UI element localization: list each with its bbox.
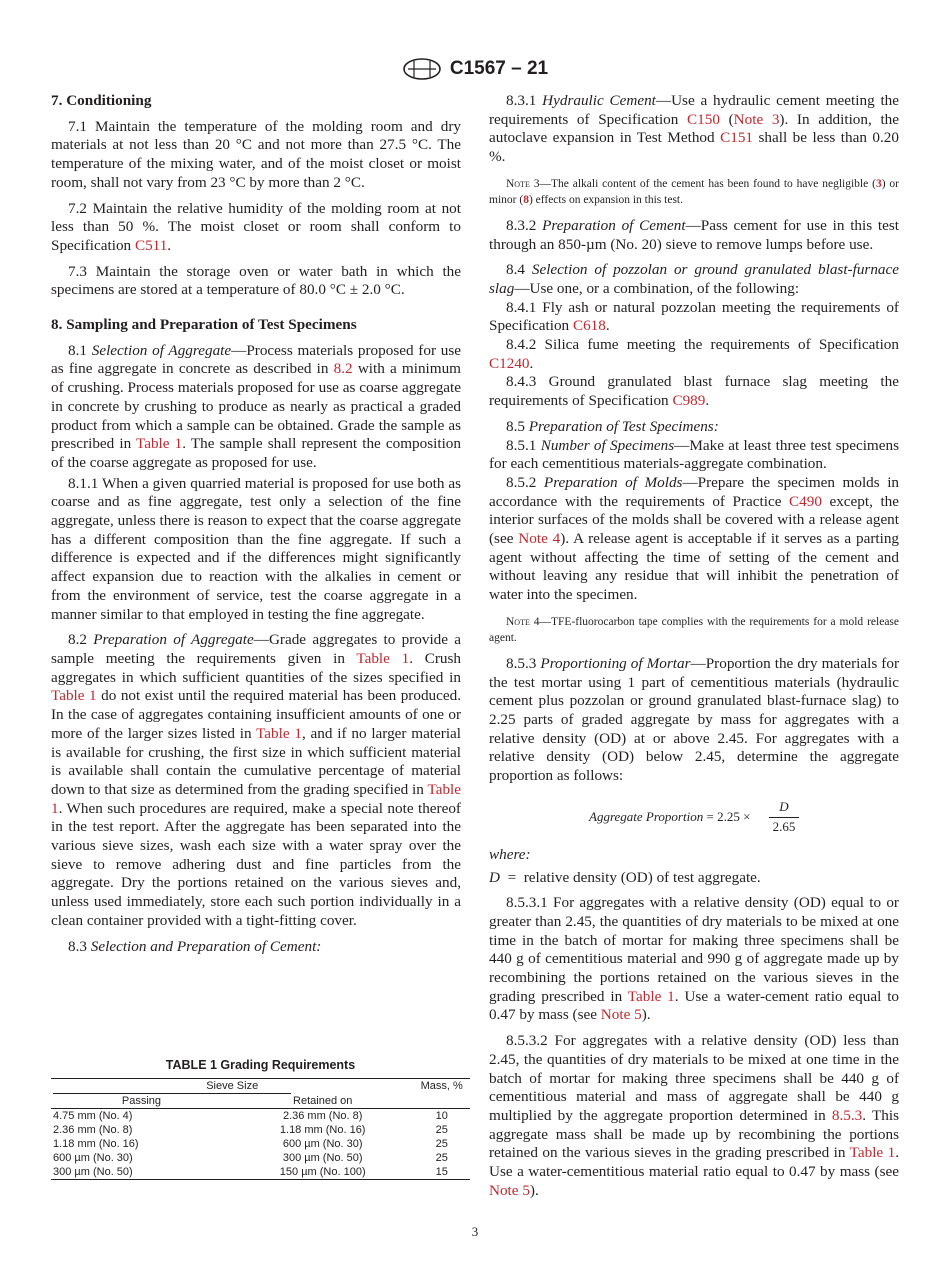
para-8-4-3: 8.4.3 Ground granulated blast furnace slag meeting the requirements of Specification C989. (489, 373, 899, 410)
para-8-4-1: 8.4.1 Fly ash or natural pozzolan meeting the requirements of Specification C618. (489, 298, 899, 335)
para-8-5-3: 8.5.3 Proportioning of Mortar—Proportion the dry materials for the test mortar using 1 part of cementitious materials (hydraulic cement plus pozzolan or ground granulated blast-furnace slag) to 2.25 parts of graded aggregate by mass for aggregates with a relative density (OD) at or above 2.45. For aggregates with a relative density (OD) below 2.45, determine the aggregate proportion as follows: (489, 654, 900, 785)
link-c511[interactable]: C511 (134, 236, 168, 254)
para-8-4: 8.4 Selection of pozzolan or ground granulated blast-furnace slag—Use one, or a combination, of the following: (489, 261, 900, 297)
para-8-3-2: 8.3.2 Preparation of Cement—Pass cement for use in this test through an 850-µm (No. 20) sieve to remove lumps before use. (489, 216, 899, 253)
link-8-5-3[interactable]: 8.5.3 (831, 1106, 863, 1124)
para-7-3: 7.3 Maintain the storage oven or water bath in which the specimens are stored at a temperature of 80.0 °C ± 2.0 °C. (51, 262, 461, 299)
para-7-1: 7.1 Maintain the temperature of the molding room and dry materials at not less than 20 °C and not more than 27.5 °C. The temperature of the mixing water, and of the moist closet or moist room, shall not vary from 23 °C by more than 2 °C. (51, 117, 461, 191)
page-header (0, 57, 950, 81)
definition-d: D = relative density (OD) of test aggregate. (489, 868, 761, 886)
para-8-5-3-1: 8.5.3.1 For aggregates with a relative density (OD) equal to or greater than 2.45, the quantities of dry materials to be mixed at one time in the batch of mortar for making three specimens shall be 440 g of cementitious material and 990 g of aggregate made up by recombining the portions retained on the various sieves in the grading prescribed in Table 1. Use a water-cement ratio equal to 0.47 by mass (see Note 5). (489, 894, 900, 1024)
where-label: where: (489, 845, 531, 863)
table-row: 300 µm (No. 50) 150 µm (No. 100) 15 (51, 1165, 470, 1180)
para-8-4-2: 8.4.2 Silica fume meeting the requirements of Specification C1240. (489, 336, 899, 372)
link-table-1[interactable]: Table 1 (849, 1144, 896, 1162)
mass-header: Mass, % (420, 1080, 463, 1092)
link-c989[interactable]: C989 (672, 392, 706, 410)
link-8-2[interactable]: 8.2 (333, 360, 353, 378)
link-table-1[interactable]: Table 1 (627, 987, 675, 1005)
para-8-5: 8.5 Preparation of Test Specimens: (506, 417, 719, 435)
link-note-3[interactable]: Note 3 (733, 110, 780, 128)
link-note-4[interactable]: Note 4 (518, 530, 561, 548)
ref-8[interactable]: 8 (523, 193, 529, 206)
link-table-1[interactable]: Table 1 (256, 724, 302, 742)
note-3: Note 3—The alkali content of the cement has been found to have negligible (3) or minor (8) effects on expansion in this test. (489, 177, 899, 206)
para-8-5-1: 8.5.1 Number of Specimens—Make at least three test specimens for each cementitious materials-aggregate combination. (489, 436, 899, 473)
para-8-5-3-2: 8.5.3.2 For aggregates with a relative density (OD) less than 2.45, the quantities of dry materials to be mixed at one time in the batch of mortar for making three specimens shall be 440 g of cementitious material and mass of aggregate shall be 440 g multiplied by the aggregate proportion determined in 8.5.3. This aggregate mass shall be made up by recombining the portions retained on the various sieves in the grading prescribed in Table 1. Use a water-cementitious material ratio equal to 0.47 by mass (see Note 5). (489, 1032, 900, 1199)
ref-3[interactable]: 3 (875, 177, 882, 190)
page-number: 3 (471, 1224, 479, 1239)
link-table-1[interactable]: Table 1 (51, 780, 461, 817)
para-8-3-1: 8.3.1 Hydraulic Cement—Use a hydraulic cement meeting the requirements of Specification C150 (Note 3). In addition, the autoclave expansion in Test Method C151 shall be less than 0.20 %. (489, 92, 899, 166)
link-table-1[interactable]: Table 1 (51, 687, 97, 705)
passing-header: Passing (121, 1095, 162, 1107)
table-1 (51, 1058, 470, 1180)
link-note-5[interactable]: Note 5 (600, 1006, 642, 1024)
document-designation: C1567 – 21 (449, 58, 549, 79)
para-8-1-1: 8.1.1 When a given quarried material is proposed for use both as coarse and as fine aggregate, test only a selection of the fine aggregate, unless there is reason to expect that the coarse aggregate has a different composition than the fine aggregate. If such a difference is expected and if the differences might significantly affect expansion due to reaction with the alkalies in cement or from the environment of service, test the coarse aggregate in a manner similar to that employed in testing the fine aggregate. (51, 474, 461, 623)
link-note-5[interactable]: Note 5 (489, 1181, 530, 1199)
right-column (489, 92, 899, 1200)
link-c618[interactable]: C618 (572, 317, 606, 335)
table-1-title: TABLE 1 Grading Requirements (165, 1058, 356, 1072)
para-7-2: 7.2 Maintain the relative humidity of the molding room at not less than 50 %. The moist closet or room shall conform to Specification C511. (51, 199, 461, 254)
para-8-1: 8.1 Selection of Aggregate—Process materials proposed for use as fine aggregate in concrete as described in 8.2 with a minimum of crushing. Process materials proposed for use as coarse aggregate in concrete by crushing to produce as nearly as practical a graded product from which a sample can be obtained. Grade the sample as prescribed in Table 1. The sample shall represent the composition of the coarse aggregate as proposed for use. (51, 341, 462, 471)
section-8-heading: 8. Sampling and Preparation of Test Specimens (51, 316, 357, 334)
para-8-2: 8.2 Preparation of Aggregate—Grade aggregates to provide a sample meeting the requirements given in Table 1. Crush aggregates in which sufficient quantities of the sizes specified in Table 1 do not exist until the required material has been produced. In the case of aggregates containing insufficient amounts of one or more of the larger sizes listed in Table 1, and if no larger material is available for crushing, the first size in which sufficient material is available shall contain the cumulative percentage of material down to that size as determined from the grading specified in Table 1. When such procedures are required, make a special note thereof in the test report. After the aggregate has been separated into the various sieve sizes, wash each size with a water spray over the sieve to remove adhering dust and fine particles from the aggregate. Dry the portions retained on the various sieves and, unless used immediately, store each such portion individually in a clean container provided with a tight-fitting cover. (51, 631, 462, 929)
para-8-5-2: 8.5.2 Preparation of Molds—Prepare the specimen molds in accordance with the requirements of Practice C490 except, the interior surfaces of the molds shall be covered with a release agent (see Note 4). A release agent is acceptable if it serves as a parting agent without affecting the time of setting of the cement and without leaving any residue that will inhibit the penetration of water into the specimen. (489, 473, 900, 604)
table-row: 4.75 mm (No. 4) 2.36 mm (No. 8) 10 (53, 1110, 448, 1122)
table-row: 1.18 mm (No. 16) 600 µm (No. 30) 25 (53, 1138, 448, 1150)
link-table-1[interactable]: Table 1 (356, 649, 410, 667)
link-table-1[interactable]: Table 1 (136, 435, 183, 453)
para-8-3: 8.3 Selection and Preparation of Cement: (68, 937, 322, 955)
astm-logo-icon (402, 57, 442, 81)
aggregate-proportion-equation: Aggregate Proportion = 2.25 × $\frac{D}{2.65}$ (489, 798, 899, 834)
retained-header: Retained on (293, 1095, 353, 1107)
table-row: 600 µm (No. 30) 300 µm (No. 50) 25 (53, 1152, 448, 1164)
link-c490[interactable]: C490 (789, 492, 822, 510)
link-c150[interactable]: C150 (687, 110, 720, 128)
table-row: 2.36 mm (No. 8) 1.18 mm (No. 16) 25 (53, 1124, 448, 1136)
left-column (51, 92, 461, 956)
link-c151[interactable]: C151 (720, 129, 754, 147)
note-4: Note 4—TFE-fluorocarbon tape complies with the requirements for a mold release agent. (489, 615, 899, 644)
grading-table (51, 1078, 470, 1180)
link-c1240[interactable]: C1240 (489, 354, 530, 372)
sieve-size-header: Sieve Size (51, 1079, 413, 1095)
section-7-heading: 7. Conditioning (51, 92, 152, 109)
